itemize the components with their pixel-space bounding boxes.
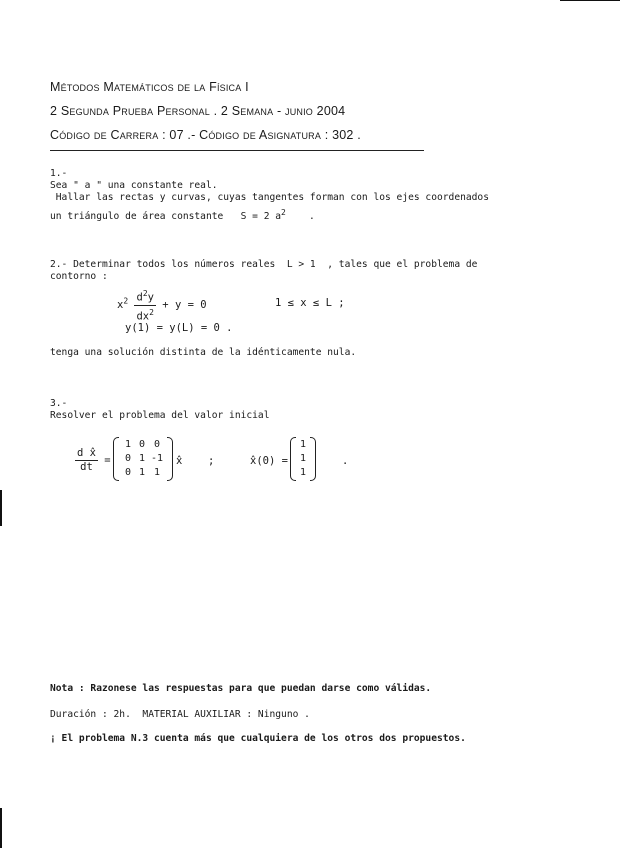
matrix-entry: 1 [153, 467, 161, 478]
problem2-boundary-conditions: y(1) = y(L) = 0 . [125, 322, 233, 334]
header-title: Métodos Matemáticos de la Física I [50, 80, 249, 94]
matrix-entry: 1 [124, 439, 132, 450]
footer-nota: Nota : Razonese las respuestas para que puedan darse como válidas. [50, 683, 432, 694]
problem1-number: 1.- [50, 168, 68, 179]
problem2-closing: tenga una solución distinta de la idénticamente nula. [50, 347, 357, 358]
coefficient-matrix [113, 437, 173, 481]
problem3-line1: Resolver el problema del valor inicial [50, 410, 270, 421]
problem3-separator: ; [208, 455, 215, 467]
problem1-line3: un triángulo de área constante S = 2 $a^2$ . [50, 208, 315, 223]
second-derivative-fraction: $\frac{d^2y}{dx^2}$ [136, 289, 154, 322]
matrix-entry: 0 [124, 453, 132, 464]
problem2-equation: $x^2$ $\frac{d^2y}{dx^2}$ + y = 0 [117, 289, 207, 322]
header-rule [50, 150, 424, 151]
scan-edge-mark [0, 808, 2, 848]
problem2-line1: 2.- Determinar todos los números reales L > 1 , tales que el problema de [50, 259, 478, 270]
matrix-entry: 0 [124, 467, 132, 478]
initial-vector [290, 437, 316, 481]
vector-entry: 1 [299, 453, 307, 464]
problem2-domain: 1 ≤ x ≤ L ; [275, 297, 345, 309]
scan-edge-mark [560, 0, 620, 1]
problem1-line2: Hallar las rectas y curvas, cuyas tangentes forman con los ejes coordenados [50, 192, 489, 203]
problem3-number: 3.- [50, 398, 68, 409]
header-exam: 2 Segunda Prueba Personal . 2 Semana - junio 2004 [50, 104, 346, 118]
footer-nota2: ¡ El problema N.3 cuenta más que cualquiera de los otros dos propuestos. [50, 733, 466, 744]
matrix-entry: 1 [138, 467, 146, 478]
matrix-entry: 0 [138, 439, 146, 450]
matrix-entry: 1 [138, 453, 146, 464]
matrix-entry: -1 [150, 453, 164, 464]
problem3-end: . [342, 455, 349, 467]
vector-entry: 1 [299, 467, 307, 478]
scan-edge-mark [0, 490, 2, 526]
matrix-entry: 0 [153, 439, 161, 450]
problem2-line2: contorno : [50, 271, 108, 282]
footer-duracion: Duración : 2h. MATERIAL AUXILIAR : Ninguno . [50, 709, 310, 720]
vector-entry: 1 [299, 439, 307, 450]
problem3-xhat: x̂ [176, 455, 183, 467]
header-codes: Código de Carrera : 07 .- Código de Asignatura : 302 . [50, 128, 361, 142]
problem1-line1: Sea " a " una constante real. [50, 180, 218, 191]
problem3-lhs: $\frac{\text{d x̂}}{dt}$ = [77, 447, 111, 473]
problem3-initial-lhs: x̂(0) = [250, 455, 288, 467]
